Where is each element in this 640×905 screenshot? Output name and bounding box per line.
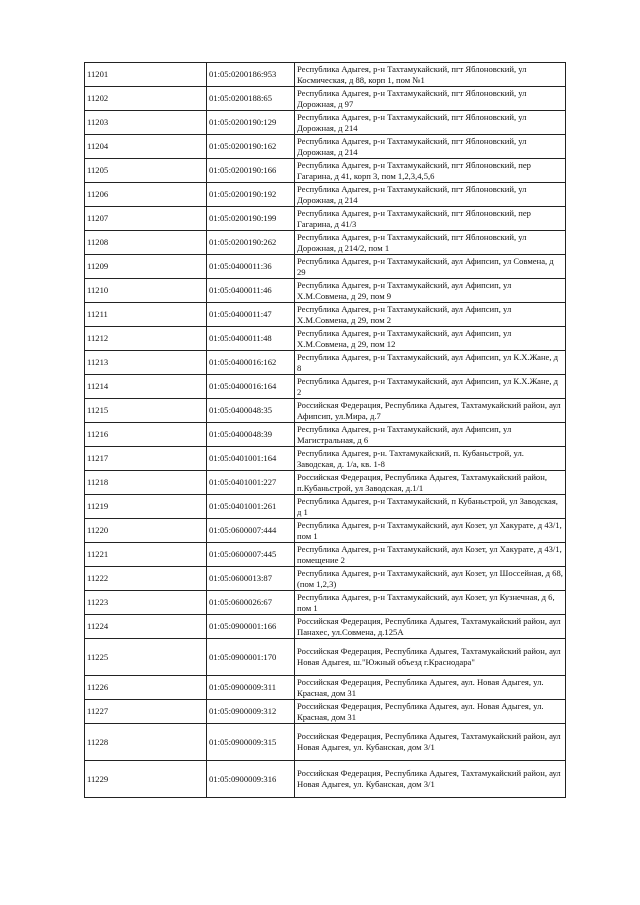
row-number-cell: 11213 <box>85 351 207 375</box>
row-number-cell: 11214 <box>85 375 207 399</box>
row-number-cell: 11220 <box>85 519 207 543</box>
address-cell: Российская Федерация, Республика Адыгея, Тахтамукайский район, аул Афипсип, ул.Мира, д.7 <box>295 399 566 423</box>
table-row <box>85 639 566 676</box>
address-cell: Республика Адыгея, р-н Тахтамукайский, аул Афипсип, ул Х.М.Совмена, д 29, пом 9 <box>295 279 566 303</box>
address-cell: Республика Адыгея, р-н Тахтамукайский, аул Козет, ул Кузнечная, д 6, пом 1 <box>295 591 566 615</box>
row-number-cell: 11210 <box>85 279 207 303</box>
table-row <box>85 519 566 543</box>
table-row <box>85 567 566 591</box>
cadastral-number-cell: 01:05:0200190:192 <box>207 183 295 207</box>
address-cell: Республика Адыгея, р-н Тахтамукайский, аул Афипсип, ул Х.М.Совмена, д 29, пом 2 <box>295 303 566 327</box>
row-number-cell: 11212 <box>85 327 207 351</box>
row-number-cell: 11208 <box>85 231 207 255</box>
cadastral-number-cell: 01:05:0400048:39 <box>207 423 295 447</box>
row-number-cell: 11207 <box>85 207 207 231</box>
cadastral-number-cell: 01:05:0400048:35 <box>207 399 295 423</box>
row-number-cell: 11221 <box>85 543 207 567</box>
cadastral-number-cell: 01:05:0200190:199 <box>207 207 295 231</box>
cadastral-number-cell: 01:05:0200186:953 <box>207 63 295 87</box>
registry-table <box>84 62 566 798</box>
cadastral-number-cell: 01:05:0400016:164 <box>207 375 295 399</box>
cadastral-number-cell: 01:05:0900009:315 <box>207 724 295 761</box>
table-row <box>85 676 566 700</box>
row-number-cell: 11223 <box>85 591 207 615</box>
table-row <box>85 447 566 471</box>
row-number-cell: 11201 <box>85 63 207 87</box>
cadastral-number-cell: 01:05:0900001:170 <box>207 639 295 676</box>
address-cell: Российская Федерация, Республика Адыгея, Тахтамукайский район, аул Новая Адыгея, ш."Южный объезд г.Краснодара" <box>295 639 566 676</box>
address-cell: Республика Адыгея, р-н Тахтамукайский, пгт Яблоновский, ул Дорожная, д 214 <box>295 183 566 207</box>
table-row <box>85 63 566 87</box>
cadastral-number-cell: 01:05:0200190:162 <box>207 135 295 159</box>
address-cell: Республика Адыгея, р-н Тахтамукайский, аул Козет, ул Шоссейная, д 68, (пом 1,2,3) <box>295 567 566 591</box>
address-cell: Республика Адыгея, р-н Тахтамукайский, пгт Яблоновский, ул Космическая, д 88, корп 1, пом №1 <box>295 63 566 87</box>
cadastral-number-cell: 01:05:0900009:316 <box>207 761 295 798</box>
address-cell: Республика Адыгея, р-н Тахтамукайский, пгт Яблоновский, ул Дорожная, д 214 <box>295 111 566 135</box>
row-number-cell: 11228 <box>85 724 207 761</box>
cadastral-number-cell: 01:05:0900001:166 <box>207 615 295 639</box>
table-row <box>85 495 566 519</box>
cadastral-number-cell: 01:05:0400011:46 <box>207 279 295 303</box>
cadastral-number-cell: 01:05:0401001:227 <box>207 471 295 495</box>
cadastral-number-cell: 01:05:0400011:36 <box>207 255 295 279</box>
row-number-cell: 11206 <box>85 183 207 207</box>
address-cell: Республика Адыгея, р-н Тахтамукайский, аул Афипсип, ул Совмена, д 29 <box>295 255 566 279</box>
cadastral-number-cell: 01:05:0600026:67 <box>207 591 295 615</box>
cadastral-number-cell: 01:05:0200188:65 <box>207 87 295 111</box>
table-row <box>85 591 566 615</box>
row-number-cell: 11216 <box>85 423 207 447</box>
table-row <box>85 543 566 567</box>
address-cell: Республика Адыгея, р-н Тахтамукайский, аул Козет, ул Хакурате, д 43/1, пом 1 <box>295 519 566 543</box>
cadastral-number-cell: 01:05:0200190:262 <box>207 231 295 255</box>
table-row <box>85 761 566 798</box>
address-cell: Российская Федерация, Республика Адыгея, аул. Новая Адыгея, ул. Красная, дом 31 <box>295 676 566 700</box>
table-row <box>85 111 566 135</box>
address-cell: Российская Федерация, Республика Адыгея, Тахтамукайский район, п.Кубаньстрой, ул Заводская, д.1/1 <box>295 471 566 495</box>
table-row <box>85 255 566 279</box>
row-number-cell: 11222 <box>85 567 207 591</box>
cadastral-number-cell: 01:05:0600007:445 <box>207 543 295 567</box>
address-cell: Республика Адыгея, р-н Тахтамукайский, пгт Яблоновский, ул Дорожная, д 97 <box>295 87 566 111</box>
table-row <box>85 135 566 159</box>
row-number-cell: 11226 <box>85 676 207 700</box>
address-cell: Республика Адыгея, р-н Тахтамукайский, аул Афипсип, ул Магистральная, д 6 <box>295 423 566 447</box>
registry-table-body <box>85 63 566 798</box>
table-row <box>85 399 566 423</box>
table-row <box>85 279 566 303</box>
table-row <box>85 724 566 761</box>
table-row <box>85 471 566 495</box>
table-row <box>85 207 566 231</box>
table-row <box>85 183 566 207</box>
row-number-cell: 11217 <box>85 447 207 471</box>
address-cell: Республика Адыгея, р-н Тахтамукайский, п Кубаньстрой, ул Заводская, д 1 <box>295 495 566 519</box>
table-row <box>85 700 566 724</box>
table-row <box>85 615 566 639</box>
table-row <box>85 159 566 183</box>
row-number-cell: 11229 <box>85 761 207 798</box>
cadastral-number-cell: 01:05:0600007:444 <box>207 519 295 543</box>
row-number-cell: 11215 <box>85 399 207 423</box>
cadastral-number-cell: 01:05:0200190:166 <box>207 159 295 183</box>
row-number-cell: 11224 <box>85 615 207 639</box>
cadastral-number-cell: 01:05:0400016:162 <box>207 351 295 375</box>
address-cell: Республика Адыгея, р-н Тахтамукайский, пгт Яблоновский, ул Дорожная, д 214 <box>295 135 566 159</box>
cadastral-number-cell: 01:05:0900009:312 <box>207 700 295 724</box>
row-number-cell: 11219 <box>85 495 207 519</box>
address-cell: Республика Адыгея, р-н Тахтамукайский, пгт Яблоновский, ул Дорожная, д 214/2, пом 1 <box>295 231 566 255</box>
row-number-cell: 11202 <box>85 87 207 111</box>
address-cell: Республика Адыгея, р-н Тахтамукайский, аул Афипсип, ул К.Х.Жане, д 8 <box>295 351 566 375</box>
address-cell: Республика Адыгея, р-н Тахтамукайский, пгт Яблоновский, пер Гагарина, д 41, корп 3, пом 1,2,3,4,5,6 <box>295 159 566 183</box>
cadastral-number-cell: 01:05:0400011:48 <box>207 327 295 351</box>
row-number-cell: 11218 <box>85 471 207 495</box>
address-cell: Республика Адыгея, р-н Тахтамукайский, пгт Яблоновский, пер Гагарина, д 41/3 <box>295 207 566 231</box>
address-cell: Республика Адыгея, р-н Тахтамукайский, аул Афипсип, ул К.Х.Жане, д 2 <box>295 375 566 399</box>
cadastral-number-cell: 01:05:0401001:261 <box>207 495 295 519</box>
cadastral-number-cell: 01:05:0401001:164 <box>207 447 295 471</box>
table-row <box>85 423 566 447</box>
table-row <box>85 375 566 399</box>
row-number-cell: 11205 <box>85 159 207 183</box>
address-cell: Российская Федерация, Республика Адыгея, аул. Новая Адыгея, ул. Красная, дом 31 <box>295 700 566 724</box>
cadastral-number-cell: 01:05:0600013:87 <box>207 567 295 591</box>
row-number-cell: 11209 <box>85 255 207 279</box>
table-row <box>85 231 566 255</box>
address-cell: Российская Федерация, Республика Адыгея, Тахтамукайский район, аул Новая Адыгея, ул. Кубанская, дом 3/1 <box>295 761 566 798</box>
row-number-cell: 11211 <box>85 303 207 327</box>
table-row <box>85 87 566 111</box>
address-cell: Республика Адыгея, р-н. Тахтамукайский, п. Кубаньстрой, ул. Заводская, д. 1/а, кв. 1-8 <box>295 447 566 471</box>
row-number-cell: 11204 <box>85 135 207 159</box>
address-cell: Российская Федерация, Республика Адыгея, Тахтамукайский район, аул Панахес, ул.Совмена, д.125А <box>295 615 566 639</box>
row-number-cell: 11227 <box>85 700 207 724</box>
cadastral-number-cell: 01:05:0200190:129 <box>207 111 295 135</box>
address-cell: Республика Адыгея, р-н Тахтамукайский, аул Афипсип, ул Х.М.Совмена, д 29, пом 12 <box>295 327 566 351</box>
table-row <box>85 327 566 351</box>
cadastral-number-cell: 01:05:0900009:311 <box>207 676 295 700</box>
row-number-cell: 11203 <box>85 111 207 135</box>
table-row <box>85 351 566 375</box>
cadastral-number-cell: 01:05:0400011:47 <box>207 303 295 327</box>
row-number-cell: 11225 <box>85 639 207 676</box>
address-cell: Российская Федерация, Республика Адыгея, Тахтамукайский район, аул Новая Адыгея, ул. Кубанская, дом 3/1 <box>295 724 566 761</box>
table-row <box>85 303 566 327</box>
address-cell: Республика Адыгея, р-н Тахтамукайский, аул Козет, ул Хакурате, д 43/1, помещение 2 <box>295 543 566 567</box>
